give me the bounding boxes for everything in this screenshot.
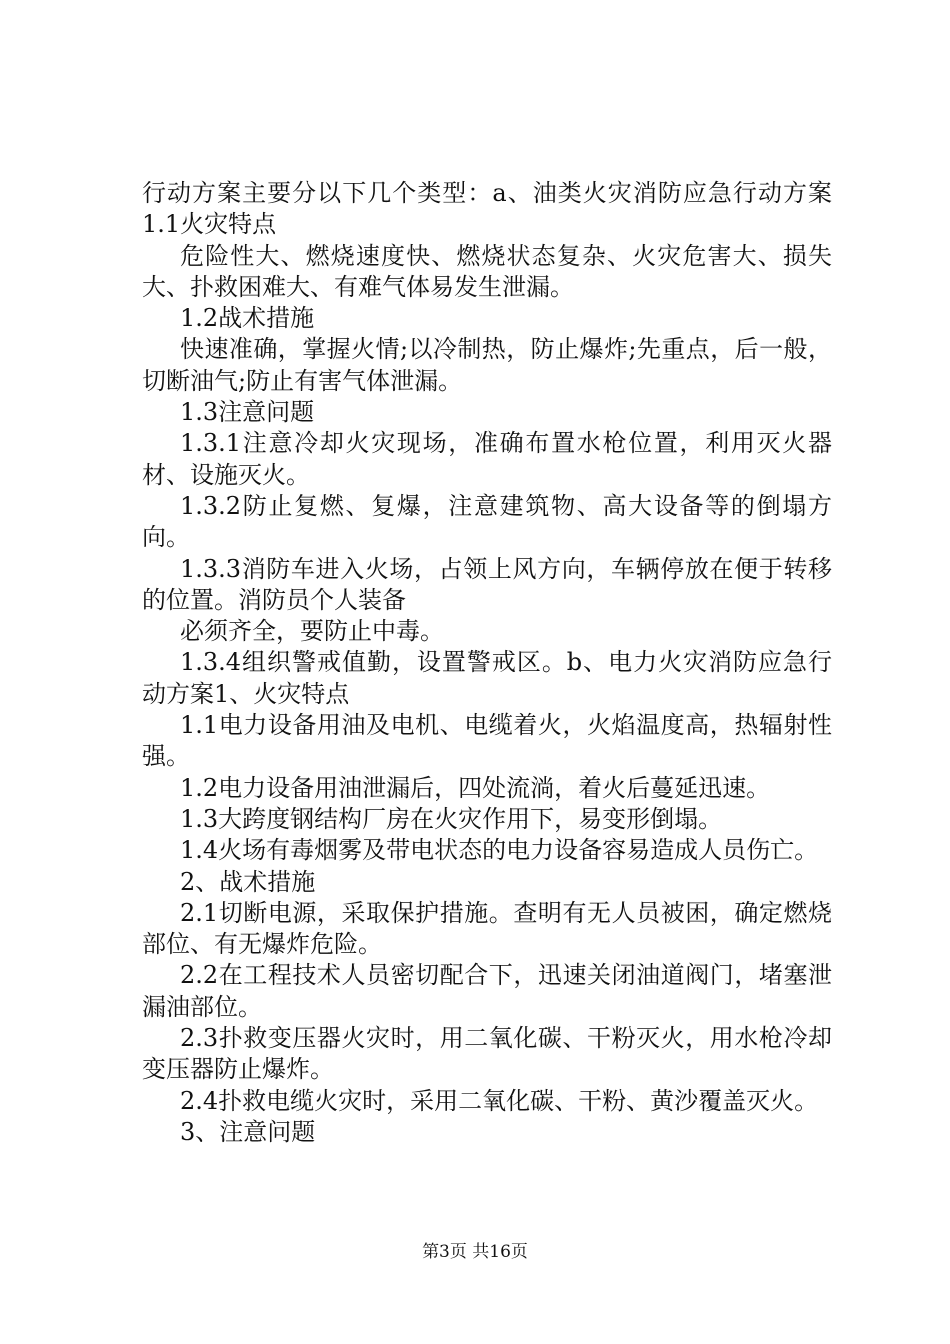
paragraph-2-4: 2.4扑救电缆火灾时，采用二氧化碳、干粉、黄沙覆盖灭火。 xyxy=(180,1086,819,1115)
paragraph-1-3-1: 1.3.1注意冷却火灾现场，准确布置水枪位置，利用灭火器材、设施灭火。 xyxy=(142,429,832,489)
paragraph-2-2: 2.2在工程技术人员密切配合下，迅速关闭油道阀门，堵塞泄漏油部位。 xyxy=(142,961,832,1021)
document-body xyxy=(142,178,832,1148)
paragraph-b-1-2: 1.2电力设备用油泄漏后，四处流淌，着火后蔓延迅速。 xyxy=(180,773,771,802)
page-number-footer: 第3页 共16页 xyxy=(422,1242,528,1262)
paragraph-2-1: 2.1切断电源，采取保护措施。查明有无人员被困，确定燃烧部位、有无爆炸危险。 xyxy=(142,898,832,959)
paragraph-1-3-2: 1.3.2防止复燃、复爆，注意建筑物、高大设备等的倒塌方向。 xyxy=(142,491,832,552)
paragraph-b-1-1: 1.1电力设备用油及电机、电缆着火，火焰温度高，热辐射性强。 xyxy=(142,711,832,771)
paragraph-b-1-3: 1.3大跨度钢结构厂房在火灾作用下，易变形倒塌。 xyxy=(180,804,723,833)
heading-b-precautions: 3、注意问题 xyxy=(180,1117,316,1146)
paragraph-2-3: 2.3扑救变压器火灾时，用二氧化碳、干粉灭火，用水枪冷却变压器防止爆炸。 xyxy=(142,1024,832,1084)
paragraph-intro: 行动方案主要分以下几个类型：a、油类火灾消防应急行动方案1.1火灾特点 xyxy=(142,179,832,239)
heading-precautions: 1.3注意问题 xyxy=(180,398,315,427)
heading-b-tactics: 2、战术措施 xyxy=(180,867,316,896)
paragraph-fire-characteristics: 危险性大、燃烧速度快、燃烧状态复杂、火灾危害大、损失大、扑救困难大、有难气体易发生泄漏。 xyxy=(142,241,832,301)
heading-tactics: 1.2战术措施 xyxy=(180,304,315,333)
paragraph-1-3-3-cont: 必须齐全，要防止中毒。 xyxy=(180,617,444,646)
paragraph-b-1-4: 1.4火场有毒烟雾及带电状态的电力设备容易造成人员伤亡。 xyxy=(180,836,819,865)
paragraph-tactics: 快速准确，掌握火情;以冷制热，防止爆炸;先重点，后一般，切断油气;防止有害气体泄漏。 xyxy=(142,335,832,395)
paragraph-1-3-3: 1.3.3消防车进入火场，占领上风方向，车辆停放在便于转移的位置。消防员个人装备 xyxy=(142,554,832,614)
paragraph-1-3-4: 1.3.4组织警戒值勤，设置警戒区。b、电力火灾消防应急行动方案1、火灾特点 xyxy=(142,648,832,708)
